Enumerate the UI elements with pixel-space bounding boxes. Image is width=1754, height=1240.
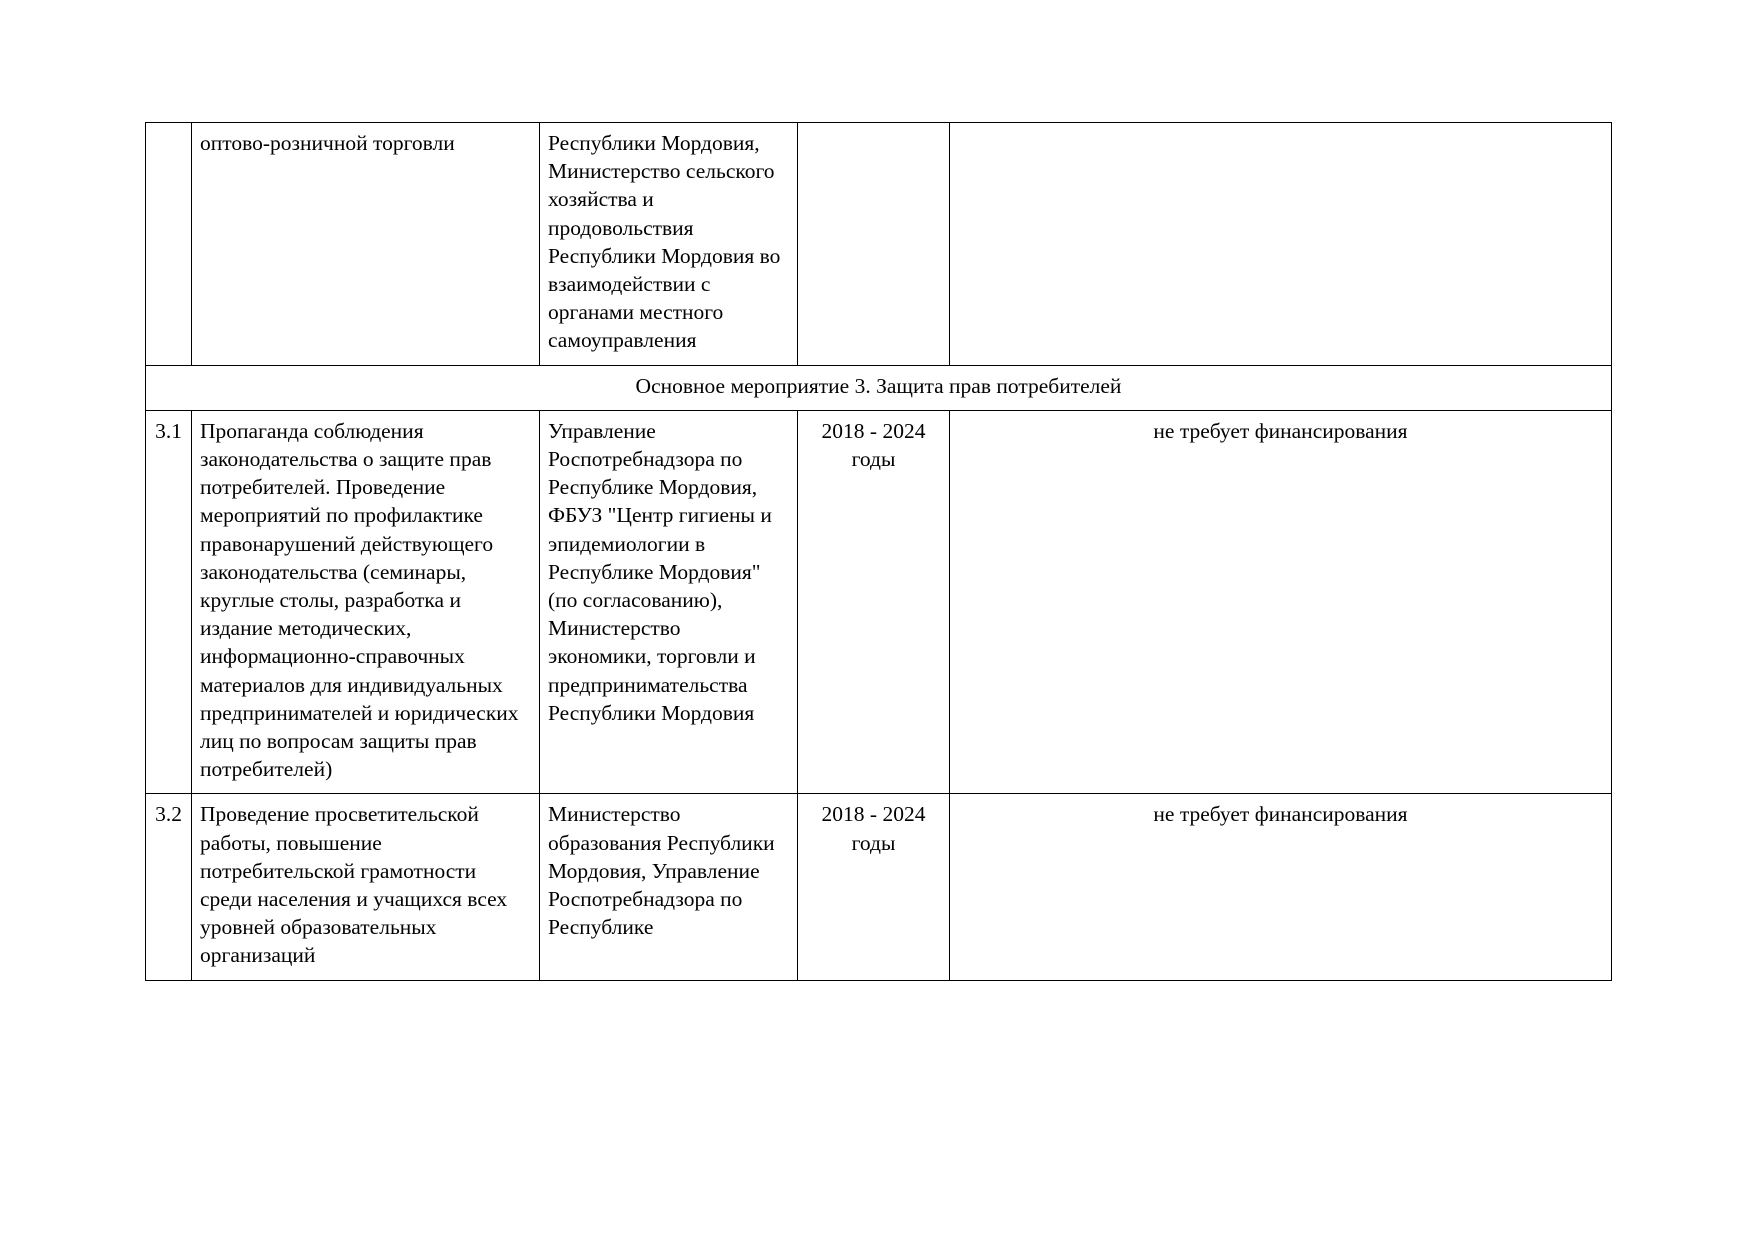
financing-text: не требует финансирования <box>1153 802 1408 827</box>
activity-text: Пропаганда соблюдения законодательства о защите прав потребителей. Проведение мероприятий по профилактике правонарушений действующего законодательства (семинары, круглые столы, разработка и издание методических, информационно-справочных материалов для индивидуальных предпринимателей и юридических лиц по вопросам защиты прав потребителей) <box>200 418 524 782</box>
table-section-row <box>146 365 1612 410</box>
row-number-cell <box>146 794 192 980</box>
table-row <box>146 410 1612 794</box>
activity-cell <box>192 123 540 366</box>
financing-cell <box>950 410 1612 794</box>
responsible-text: Министерство образования Республики Мордовия, Управление Роспотребнадзора по Республике <box>548 802 781 940</box>
term-cell <box>798 123 950 366</box>
financing-text: не требует финансирования <box>1153 418 1408 443</box>
program-activities-table <box>145 122 1612 981</box>
term-text: 2018 - 2024 годы <box>821 418 931 472</box>
financing-cell <box>950 123 1612 366</box>
responsible-cell <box>540 410 798 794</box>
activity-text: оптово-розничной торговли <box>200 131 455 155</box>
activity-text: Проведение просветительской работы, повышение потребительской грамотности среди населения и учащихся всех уровней образовательных организаций <box>200 802 513 968</box>
financing-cell <box>950 794 1612 980</box>
responsible-text: Управление Роспотребнадзора по Республике Мордовия, ФБУЗ "Центр гигиены и эпидемиологии в Республике Мордовия" (по согласованию), Министерство экономики, торговли и предпринимательства Республики Мордовия <box>548 418 778 725</box>
term-text: 2018 - 2024 годы <box>821 802 931 855</box>
responsible-cell <box>540 794 798 980</box>
term-cell <box>798 410 950 794</box>
activity-cell <box>192 410 540 794</box>
row-number-cell <box>146 123 192 366</box>
row-number: 3.1 <box>155 418 182 443</box>
responsible-text: Республики Мордовия, Министерство сельского хозяйства и продовольствия Республики Мордовия во взаимодействии с органами местного самоуправления <box>548 131 786 353</box>
activity-cell <box>192 794 540 980</box>
row-number-cell <box>146 410 192 794</box>
row-number: 3.2 <box>155 802 182 827</box>
table-row <box>146 123 1612 366</box>
table-container <box>145 122 1611 981</box>
term-cell <box>798 794 950 980</box>
section-title: Основное мероприятие 3. Защита прав потребителей <box>635 373 1122 398</box>
responsible-cell <box>540 123 798 366</box>
table-row <box>146 794 1612 980</box>
section-title-cell <box>146 365 1612 410</box>
